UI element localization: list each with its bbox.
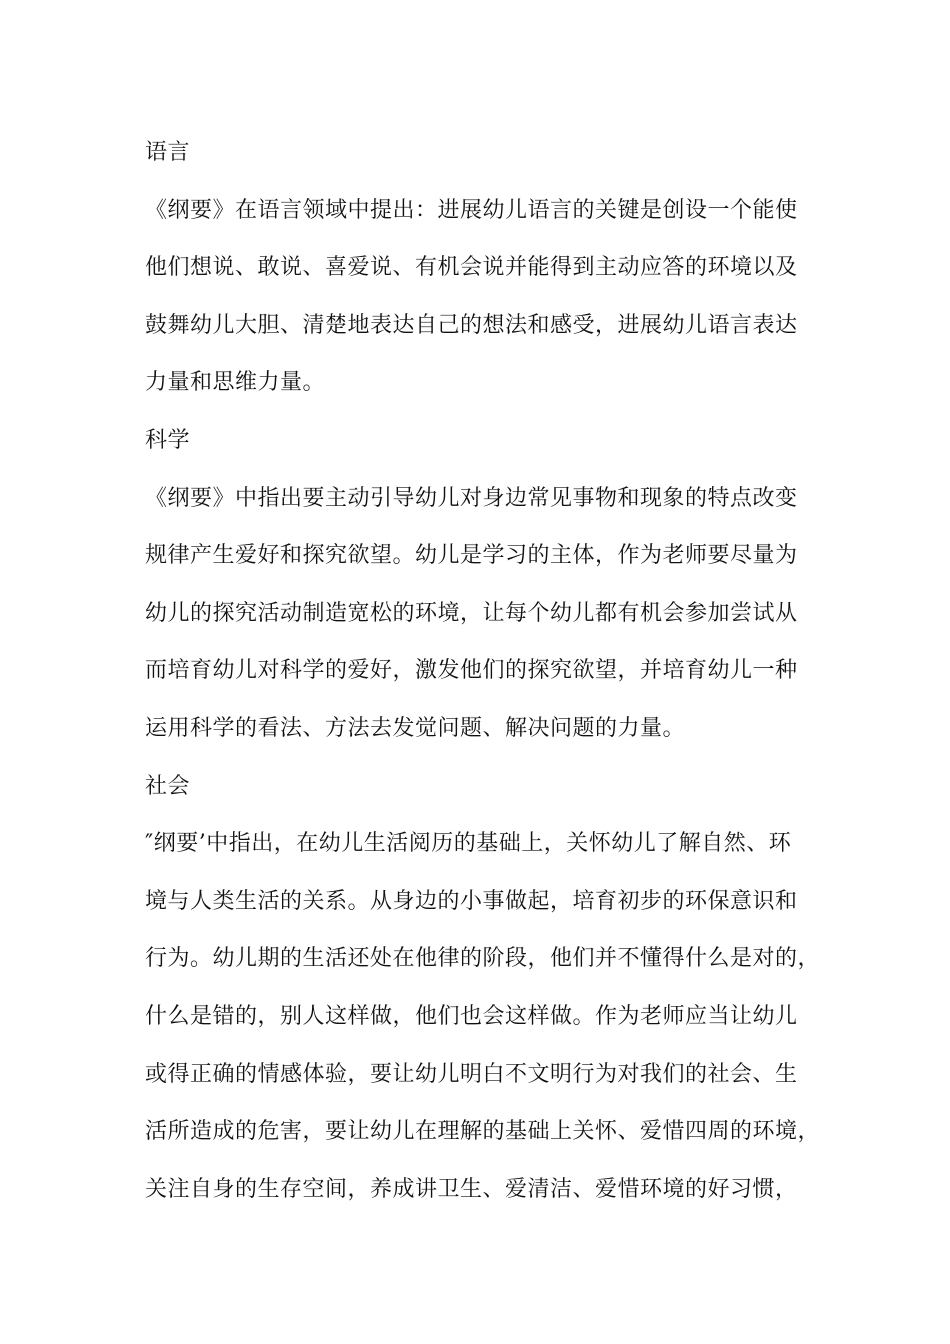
- paragraph-line: 关注自身的生存空间，养成讲卫生、爱清洁、爱惜环境的好习惯，: [145, 1176, 798, 1202]
- section-heading-language: 语言: [145, 140, 191, 165]
- paragraph-line: 力量和思维力量。: [145, 370, 326, 396]
- paragraph-line: 运用科学的看法、方法去发觉问题、解决问题的力量。: [145, 715, 686, 741]
- paragraph-line: 活所造成的危害，要让幼儿在理解的基础上关怀、爱惜四周的环境，: [145, 1119, 821, 1145]
- paragraph-line: 而培育幼儿对科学的爱好，激发他们的探究欲望，并培育幼儿一种: [145, 658, 798, 684]
- section-heading-science: 科学: [145, 427, 191, 453]
- paragraph-line: 《纲要》在语言领域中提出：进展幼儿语言的关键是创设一个能使: [145, 197, 798, 223]
- paragraph-line: 或得正确的情感体验，要让幼儿明白不文明行为对我们的社会、生: [145, 1061, 798, 1087]
- paragraph-line: 幼儿的探究活动制造宽松的环境，让每个幼儿都有机会参加尝试从: [145, 600, 798, 626]
- paragraph-line: 规律产生爱好和探究欲望。幼儿是学习的主体，作为老师要尽量为: [145, 543, 798, 569]
- document-body: [145, 128, 825, 1222]
- paragraph-line: 他们想说、敢说、喜爱说、有机会说并能得到主动应答的环境以及: [145, 255, 798, 281]
- section-heading-society: 社会: [145, 773, 191, 799]
- paragraph-line: 行为。幼儿期的生活还处在他律的阶段，他们并不懂得什么是对的，: [145, 946, 821, 972]
- paragraph-line: 什么是错的，别人这样做，他们也会这样做。作为老师应当让幼儿: [145, 1003, 798, 1029]
- paragraph-line: ″纲要’中指出，在幼儿生活阅历的基础上，关怀幼儿了解自然、环: [145, 831, 792, 857]
- paragraph-line: 鼓舞幼儿大胆、清楚地表达自己的想法和感受，进展幼儿语言表达: [145, 312, 798, 338]
- paragraph-line: 境与人类生活的关系。从身边的小事做起，培育初步的环保意识和: [145, 888, 798, 914]
- paragraph-line: 《纲要》中指出要主动引导幼儿对身边常见事物和现象的特点改变: [145, 485, 798, 511]
